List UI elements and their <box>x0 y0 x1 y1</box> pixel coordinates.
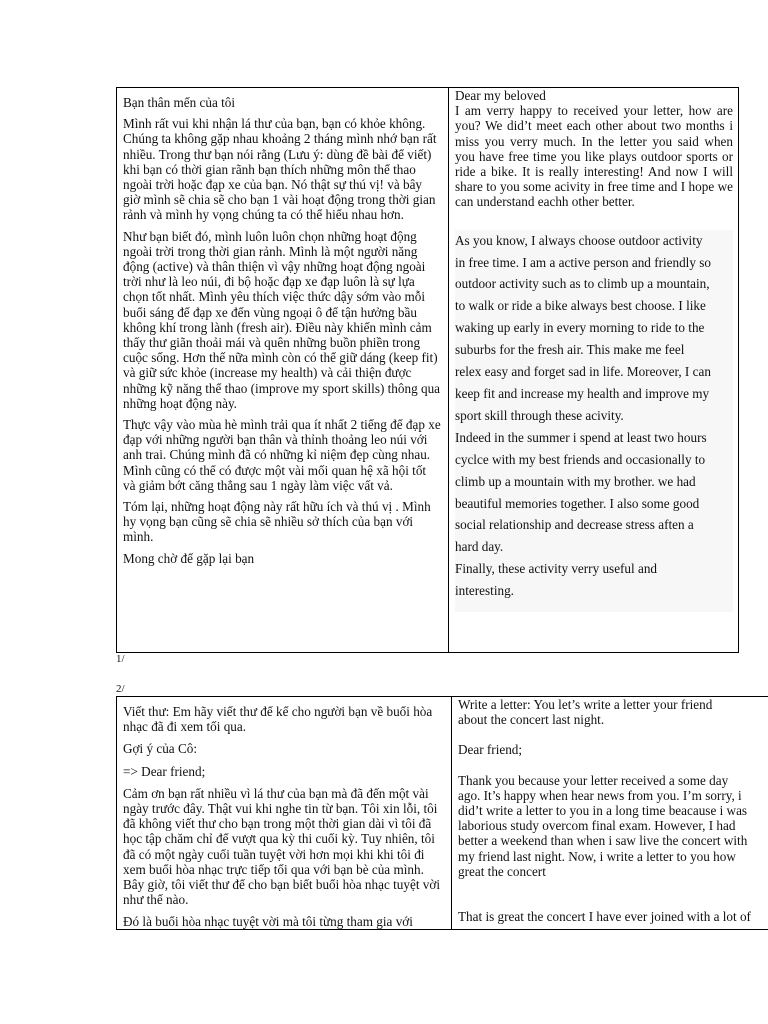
text-line: keep fit and increase my health and improve my <box>455 385 710 401</box>
letter-paragraph: Tóm lại, những hoạt động này rất hữu ích và thú vị . Mình hy vọng bạn cũng sẽ chia sẽ nhiều sở thích của bạn với mình. <box>123 499 431 545</box>
text-line: cyclce with my best friends and occasionally to <box>455 451 706 467</box>
letter-paragraph: Mình rất vui khi nhận lá thư của bạn, bạn có khỏe không. Chúng ta không gặp nhau khoảng 2 tháng mình nhớ bạn rất nhiều. Trong thư bạn nói rằng (Lưu ý: dùng đề bài để viết) khi bạn có thời gian rãnh bạn thích những môn thể thao ngoài trời hoặc đạp xe của bạn. Nó thật sự thú vị! và bây giờ mình sẽ chia sẽ cho bạn 1 vài hoạt động trong thời gian rảnh và mình hy vọng chúng ta có thể hiểu nhau hơn. <box>123 116 437 223</box>
text-line: That is great the concert I have ever joined with a lot of <box>458 909 751 925</box>
letter-paragraph: Như bạn biết đó, mình luôn luôn chọn những hoạt động ngoài trời trong thời gian rảnh. Mình là một người năng động (active) và thân thiện vì vậy những hoạt động ngoài trời như là leo núi, đi bộ hoặc đạp xe đạp luôn là sự lựa chọn tốt nhất. Mình yêu thích việc thức dậy sớm vào mỗi buổi sáng để đạp xe đến vùng ngoại ô để tận hưởng bầu không khí trong lành (fresh air). Điều này khiến mình cảm thấy thư giãn thoải mái và quên những buồn phiền trong cuộc sống. Hơn thế nữa mình còn có thể giữ dáng (keep fit) và giữ sức khỏe (increase my health) và cải thiện được những kỹ năng thể thao (improve my sport skills) thông qua những hoạt động này. <box>123 228 441 411</box>
text-line: in free time. I am a active person and friendly so <box>455 254 711 270</box>
letter-paragraph: Viết thư: Em hãy viết thư để kể cho người bạn về buổi hòa nhạc đã đi xem tối qua. <box>123 704 433 735</box>
highlighted-text-block <box>455 230 733 612</box>
text-line: my friend last night. Now, i write a letter to you how <box>458 848 736 864</box>
text-line: better a weekend than when i saw live the concert with <box>458 833 748 849</box>
text-line: relex easy and forget sad in life. Moreover, I can <box>455 364 711 380</box>
text-line: did’t write a letter to you in a long time beacause i was <box>458 803 748 819</box>
letter-closing: Mong chờ để gặp lại bạn <box>123 550 255 566</box>
letter-greeting: Bạn thân mến của tôi <box>123 95 236 110</box>
text-line: hard day. <box>455 539 504 555</box>
text-line: social relationship and decrease stress aften a <box>455 517 694 533</box>
letter-paragraph: Cảm ơn bạn rất nhiều vì lá thư của bạn mà đã đến một vài ngày trước đây. Thật vui khi nghe tin từ bạn. Tôi xin lỗi, tôi đã không viết thư cho bạn trong một thời gian dài vì tôi đã học tập chăm chỉ để vượt qua kỳ thi cuối kỳ. Tuy nhiên, tôi đã có một ngày cuối tuần tuyệt vời hơn mọi khi khi tôi đi xem buổi hòa nhạc trực tiếp tối qua với bạn bè của mình. Bây giờ, tôi viết thư để cho bạn biết buổi hòa nhạc tuyệt vời như thế nào. <box>123 785 441 908</box>
text-line: to walk or ride a bike always best choose. I like <box>455 298 706 314</box>
text-line: Indeed in the summer i spend at least two hours <box>455 429 707 445</box>
column-divider <box>448 88 449 652</box>
text-line: great the concert <box>458 863 546 879</box>
text-line: As you know, I always choose outdoor activity <box>455 232 703 248</box>
letter-paragraph: I am verry happy to received your letter, how are you? We did’t meet each other about two months i miss you verry much. In the letter you said when you have free time you like plays outdoor sports or ride a bike. It is really interesting! And now I will share to you some acivity in free time and I hope we can understand eachh other better. <box>455 103 733 210</box>
text-line: beautiful memories together. I also some good <box>455 495 700 511</box>
section-label-2: 2/ <box>116 683 125 695</box>
letter-paragraph: Gợi ý của Cô: <box>123 741 197 757</box>
letter-greeting: Dear my beloved <box>455 88 546 103</box>
letter-paragraph: => Dear friend; <box>123 763 206 779</box>
text-line: climb up a mountain with my brother. we had <box>455 473 696 489</box>
english-letter-cell <box>455 88 733 612</box>
english-letter-cell <box>458 697 768 924</box>
text-line: sport skill through these acivity. <box>455 407 624 423</box>
text-line: Thank you because your letter received a some day <box>458 772 729 788</box>
letter-paragraph: Thực vậy vào mùa hè mình trải qua ít nhất 2 tiếng để đạp xe đạp với những người bạn thân và thỉnh thoảng leo núi với anh trai. Chúng mình đã có những kỉ niệm đẹp cùng nhau. Mình cũng có thể có được một vài mối quan hệ xã hội tốt và giảm bớt căng thẳng sau 1 ngày làm việc vất vả. <box>123 417 441 493</box>
letter-table-2 <box>116 696 768 930</box>
text-line: Dear friend; <box>458 742 523 758</box>
column-divider <box>451 697 452 929</box>
text-line: outdoor activity such as to climb up a mountain, <box>455 276 710 292</box>
text-line: Write a letter: You let’s write a letter your friend <box>458 697 713 712</box>
text-line: waking up early in every morning to ride to the <box>455 320 705 336</box>
letter-paragraph: Đó là buổi hòa nhạc tuyệt vời mà tôi từng tham gia với <box>123 914 413 930</box>
vietnamese-prompt-cell <box>123 704 441 930</box>
section-label-1: 1/ <box>116 653 125 665</box>
text-line: interesting. <box>455 583 514 599</box>
text-line: about the concert last night. <box>458 712 605 728</box>
vietnamese-letter-cell <box>123 95 441 572</box>
text-line: suburbs for the fresh air. This make me feel <box>455 342 685 358</box>
text-line: laborious study overcom final exam. However, I had <box>458 818 736 834</box>
text-line: Finally, these activity verry useful and <box>455 561 658 577</box>
letter-table-1 <box>116 87 739 653</box>
text-line: ago. It’s happy when hear news from you. I’m sorry, i <box>458 787 742 803</box>
